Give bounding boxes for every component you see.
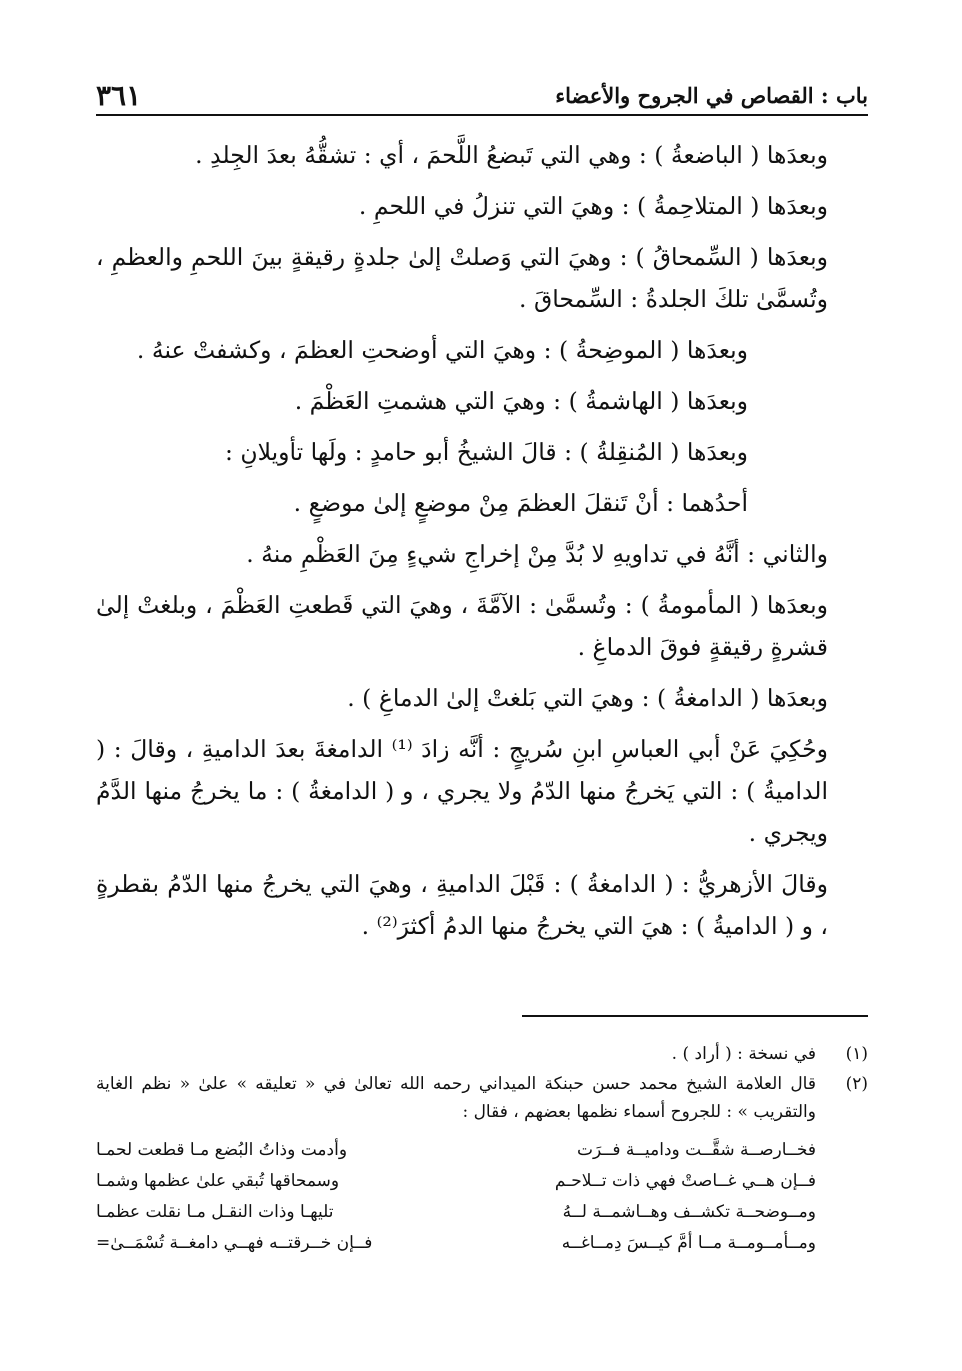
page-number: ٣٦١ [96,79,142,112]
paragraph-azhari: وقالَ الأزهريُّ : ( الدامغةُ ) : قَبْلَ الداميةِ ، وهيَ التي يخرجُ منها الدّمُ بقطرةٍ ، و ( الداميةُ ) : هيَ التي يخرجُ منها الدمُ أكثرَ⁽²⁾ . [96,870,828,940]
poem-hemistich: فــإن خــرقتــه فهــي دامغــة تُسْمَــىٰ= [96,1232,373,1253]
footnote-2 [96,1070,868,1126]
chapter-title: باب : القصاص في الجروح والأعضاء [555,83,868,108]
poem-hemistich: فــإن هــي غــاصتْ فهي ذات تــلاحـم [554,1170,816,1191]
poem-hemistich: ومــوضحــة تكشــف وهــاشمــة لــهُ [562,1201,816,1222]
paragraph-simhaq: وبعدَها ( السِّمحاقُ ) : وهيَ التي وَصلتْ إلىٰ جلدةٍ رقيقةٍ بينَ اللحمِ والعظمِ ، وتُسمَّىٰ تلكَ الجلدةُ : السِّمحاقَ . [96,243,828,313]
footnote-1 [96,1040,868,1068]
paragraph-first-interpretation: أحدُهما : أنْ تَنقلَ العظمَ مِنْ موضعٍ إلىٰ موضعٍ . [293,489,748,517]
poem-hemistich: وأدمت وذاتُ البُضع مـا قطعت لحمـا [96,1139,348,1160]
poem-verse [96,1134,816,1165]
paragraph-mudihah: وبعدَها ( الموضِحةُ ) : وهيَ التي أوضحتِ العظمَ ، وكشفتْ عنهُ . [136,336,748,364]
paragraph-damighah: وبعدَها ( الدامغةُ ) : وهيَ التي بَلغتْ إلىٰ الدماغِ ) . [347,684,828,712]
poem-hemistich: تليهـا وذات النقـل مـا نقلت عظمـا [96,1201,334,1222]
footnote-number: (٢) [845,1074,868,1094]
paragraph-ibn-surayj: وحُكِيَ عَنْ أبي العباسِ ابنِ سُريجٍ : أنَّه زادَ ⁽¹⁾ الدامغةَ بعدَ الداميةِ ، وقالَ : ( الداميةُ ) : التي يَخرجُ منها الدّمُ ولا يجري ، و ( الدامغةُ ) : ما يخرجُ منها الدَّمُ ويجري . [96,735,828,847]
paragraph-second-interpretation: والثاني : أنَّهُ في تداويهِ لا بُدَّ مِنْ إخراجِ شيءٍ مِنَ العَظْمِ منهُ . [246,540,828,568]
footnote-number: (١) [845,1044,868,1064]
footnote-text: قال العلامة الشيخ محمد حسن حبنكة الميداني رحمه الله تعالىٰ في « تعليقه » علىٰ « نظم الغاية والتقريب » : للجروح أسماء نظمها بعضهم ، فقال : [96,1074,816,1122]
footnote-divider [522,1015,868,1017]
footnotes [96,1040,868,1258]
footnote-text: في نسخة : ( أراد ) . [671,1044,816,1064]
paragraph-hashimah: وبعدَها ( الهاشمةُ ) : وهيَ التي هشمتِ العَظْمَ . [294,387,748,415]
poem-verse [96,1196,816,1227]
poem [96,1134,816,1258]
paragraph-badiah: وبعدَها ( الباضعةُ ) : وهي التي تَبضعُ اللَّحمَ ، أي : تشقُّهُ بعدَ الجِلدِ . [195,141,828,169]
paragraph-mutalahimah: وبعدَها ( المتلاحِمةُ ) : وهيَ التي تنزلُ في اللحمِ . [358,192,828,220]
poem-verse [96,1227,816,1258]
poem-verse [96,1165,816,1196]
poem-hemistich: فخــارصــة شقَّــت وداميــة فــرَت [577,1139,816,1160]
poem-hemistich: ومــأمــومــة مــا أمَّ كيــسَ دِمــاغــه [561,1232,816,1253]
page-header [96,70,868,116]
main-text [96,134,868,956]
paragraph-mamumah: وبعدَها ( المأمومةُ ) : وتُسمَّىٰ : الآمَّةَ ، وهيَ التي قَطعتِ العَظْمَ ، وبلغتْ إلىٰ قشرةٍ رقيقةٍ فوقَ الدماغِ . [96,591,828,661]
poem-hemistich: وسمحاقها تُبقي علىٰ عظمها وشمـا [96,1170,340,1191]
paragraph-munaqqilah: وبعدَها ( المُنقِلةُ ) : قالَ الشيخُ أبو حامدٍ : ولَها تأويلانِ : [224,438,748,466]
